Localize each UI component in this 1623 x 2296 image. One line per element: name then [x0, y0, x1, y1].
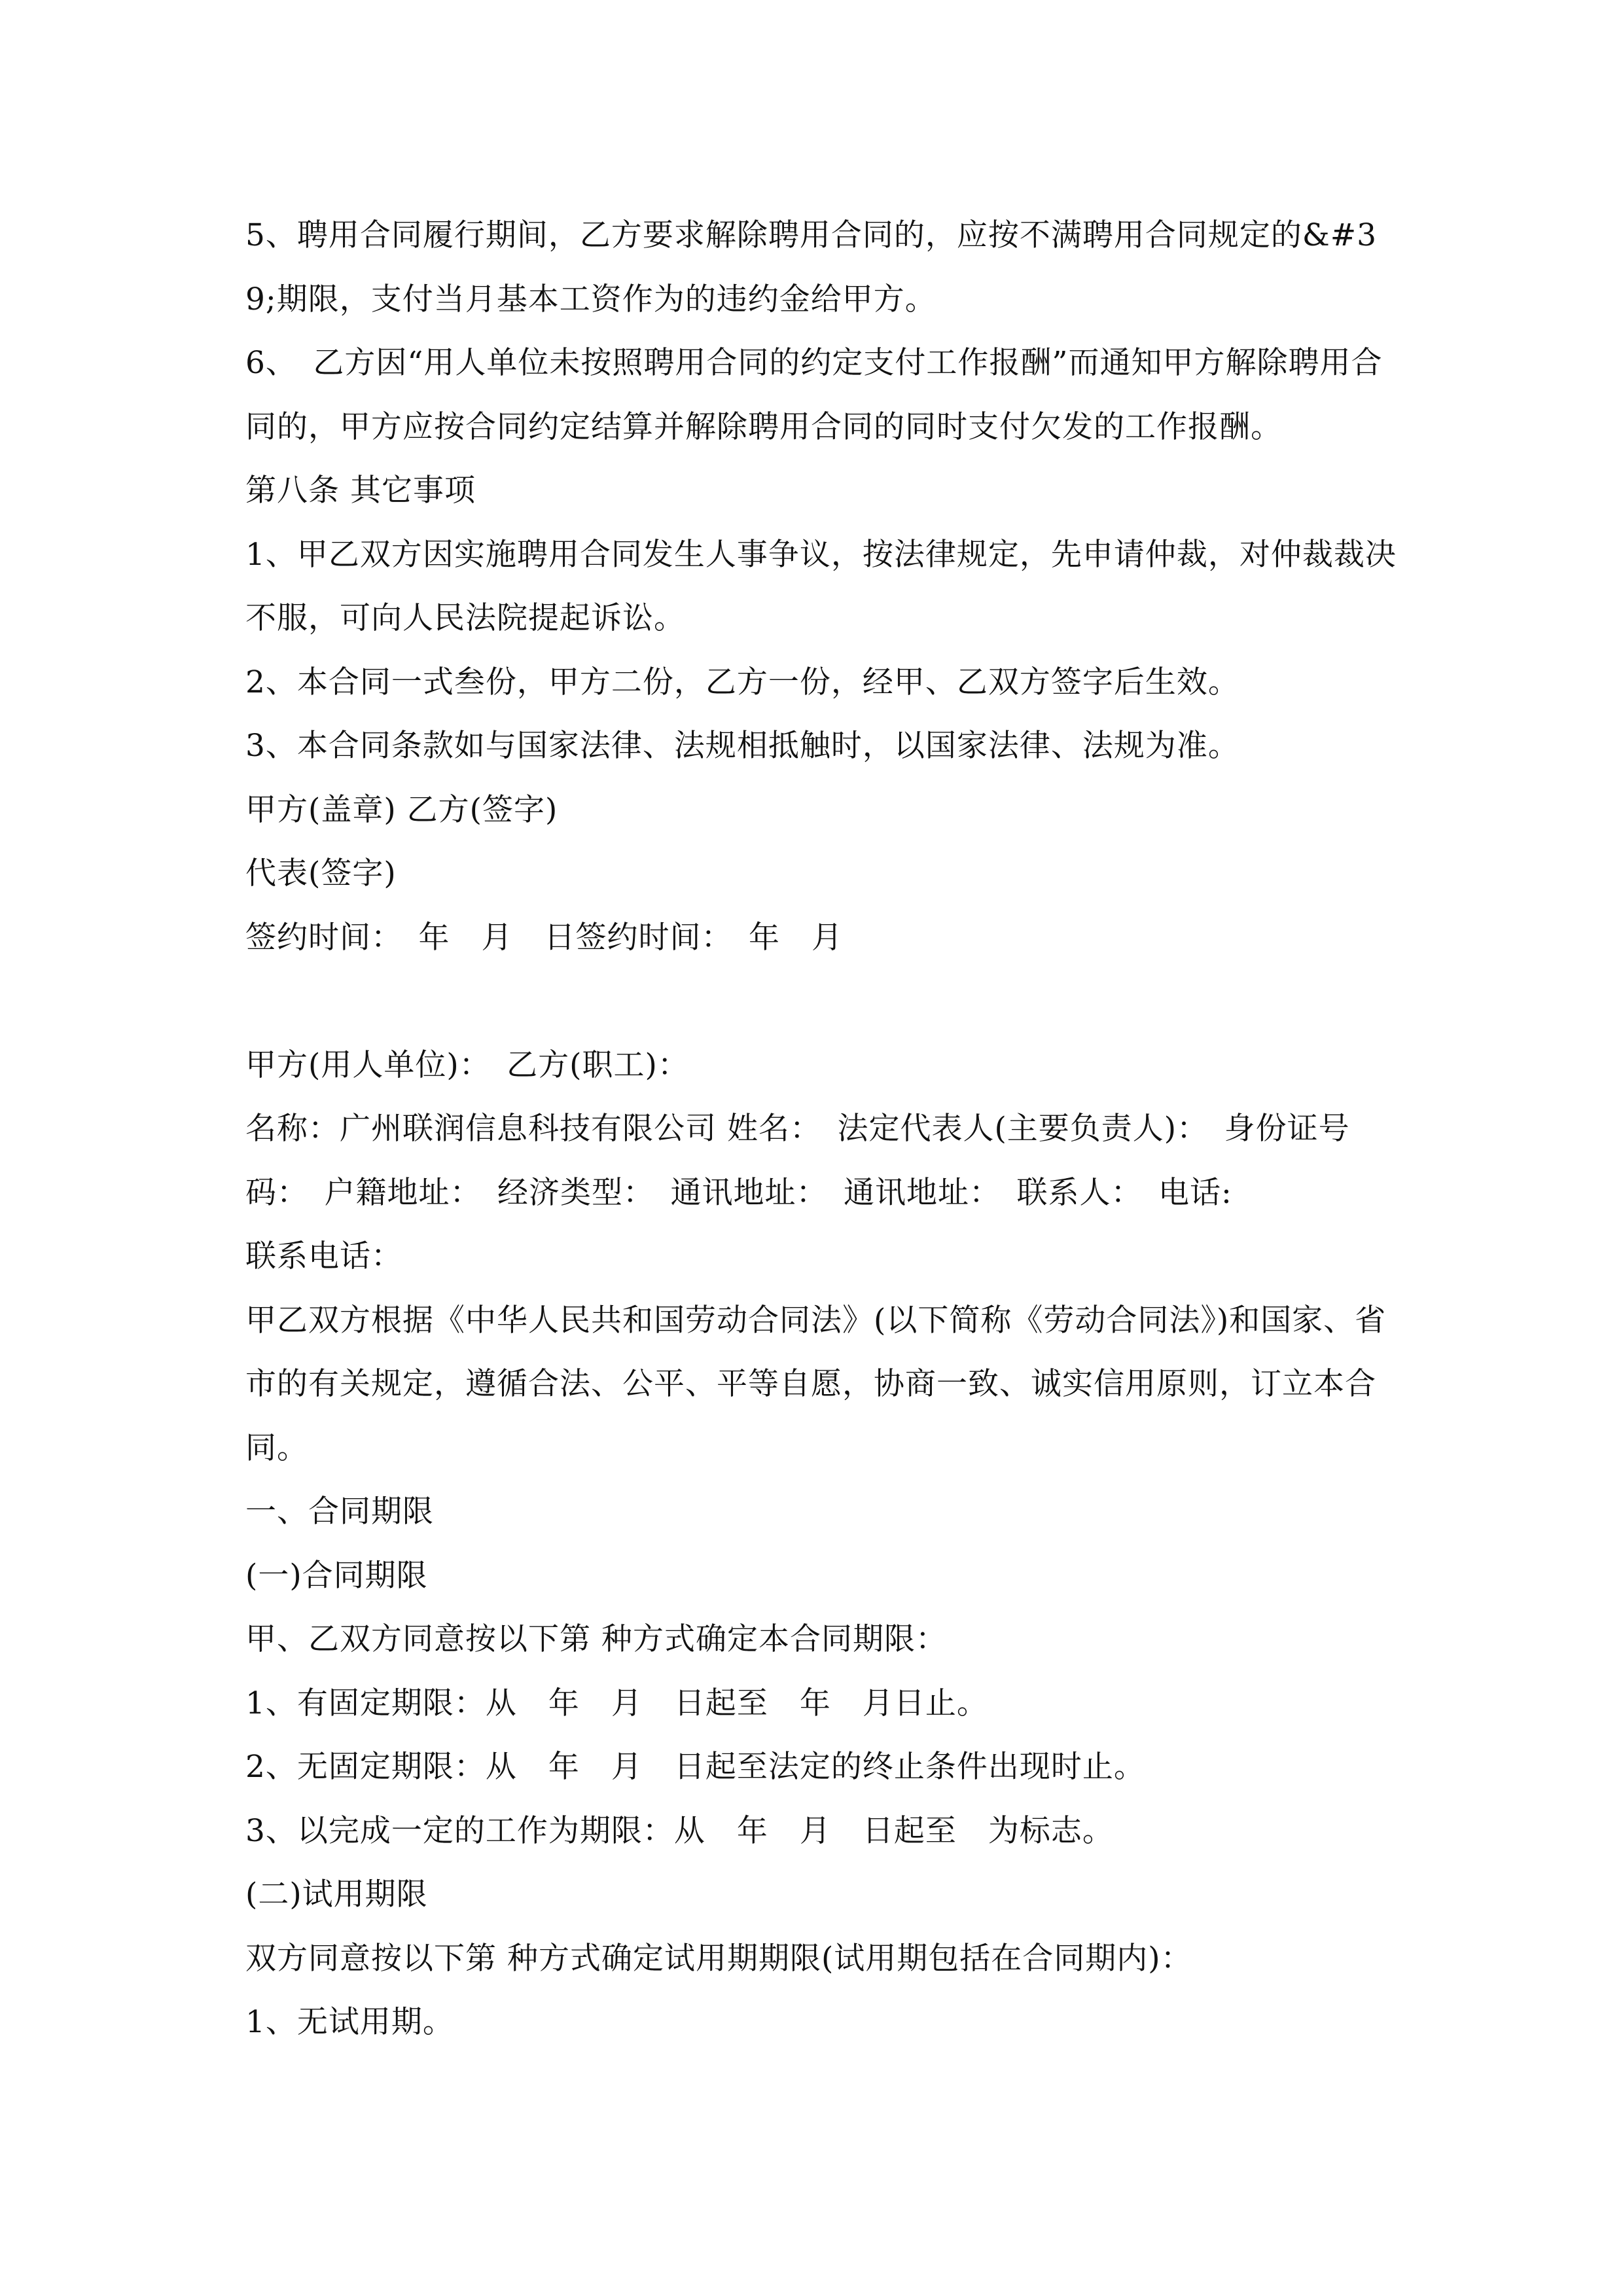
parties-header: 甲方(用人单位)： 乙方(职工)：: [245, 1047, 689, 1083]
document-body: [245, 204, 1397, 2054]
term-method-intro: 甲、乙双方同意按以下第 种方式确定本合同期限：: [245, 1621, 947, 1657]
article-8-item-1: 1、甲乙双方因实施聘用合同发生人事争议，按法律规定，先申请仲裁，对仲裁裁决不服，可向人民法院提起诉讼。: [245, 536, 1397, 636]
signature-representative: 代表(签字): [245, 855, 397, 891]
signing-date-line: 签约时间： 年 月 日签约时间： 年 月: [245, 919, 843, 956]
article-8-heading: 第八条 其它事项: [245, 473, 476, 509]
article-8-item-2: 2、本合同一式叁份，甲方二份，乙方一份，经甲、乙双方签字后生效。: [245, 664, 1240, 700]
contact-phone: 联系电话：: [245, 1238, 402, 1274]
term-option-3: 3、以完成一定的工作为期限：从 年 月 日起至 为标志。: [245, 1812, 1114, 1849]
probation-option-1: 1、无试用期。: [245, 2004, 454, 2040]
term-option-1: 1、有固定期限：从 年 月 日起至 年 月日止。: [245, 1685, 988, 1721]
signature-parties: 甲方(盖章) 乙方(签字): [245, 791, 558, 828]
blank-line: [245, 969, 1397, 1033]
preamble: 甲乙双方根据《中华人民共和国劳动合同法》(以下简称《劳动合同法》)和国家、省市的有关规定，遵循合法、公平、平等自愿，协商一致、诚实信用原则，订立本合同。: [245, 1302, 1387, 1466]
article-8-item-3: 3、本合同条款如与国家法律、法规相抵触时，以国家法律、法规为准。: [245, 728, 1240, 764]
clause-7-item-5: 5、聘用合同履行期间，乙方要求解除聘用合同的，应按不满聘用合同规定的&#39;期限，支付当月基本工资作为的违约金给甲方。: [245, 217, 1378, 317]
subsection-2-heading: (二)试用期限: [245, 1876, 428, 1912]
term-option-2: 2、无固定期限：从 年 月 日起至法定的终止条件出现时止。: [245, 1749, 1145, 1785]
clause-7-item-6: 6、 乙方因“用人单位未按照聘用合同的约定支付工作报酬”而通知甲方解除聘用合同的，甲方应按合同约定结算并解除聘用合同的同时支付欠发的工作报酬。: [245, 345, 1383, 445]
party-details: 名称：广州联润信息科技有限公司 姓名： 法定代表人(主要负责人)： 身份证号码： 户籍地址： 经济类型： 通讯地址： 通讯地址： 联系人： 电话:: [245, 1111, 1350, 1211]
probation-method-intro: 双方同意按以下第 种方式确定试用期期限(试用期包括在合同期内)：: [245, 1940, 1192, 1977]
subsection-1-heading: (一)合同期限: [245, 1557, 428, 1594]
section-1-heading: 一、合同期限: [245, 1494, 434, 1530]
